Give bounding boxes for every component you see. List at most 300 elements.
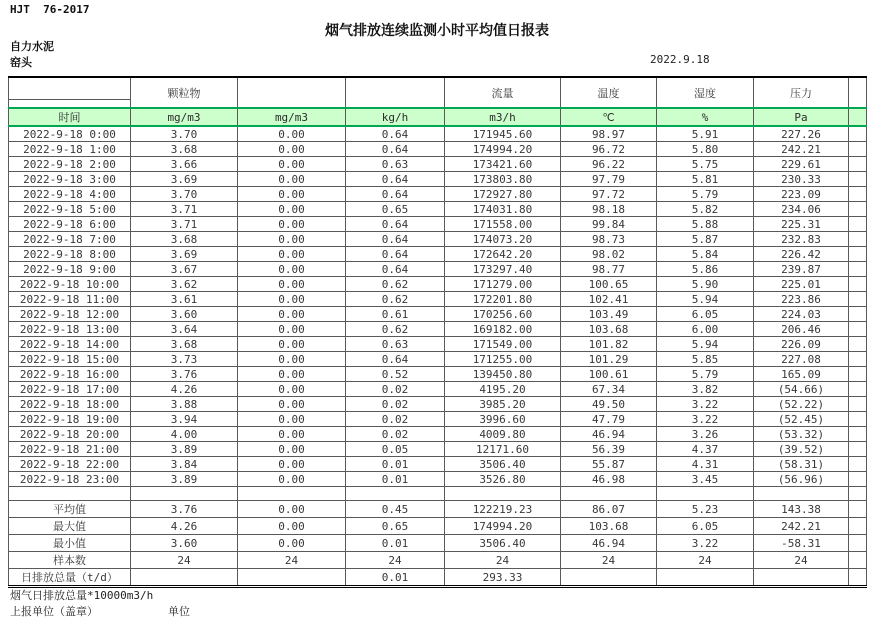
value-cell: 24 bbox=[238, 552, 346, 569]
value-cell: 0.00 bbox=[238, 472, 346, 487]
time-cell: 2022-9-18 21:00 bbox=[9, 442, 131, 457]
value-cell: 0.63 bbox=[346, 337, 445, 352]
table-row bbox=[9, 277, 867, 292]
time-cell: 2022-9-18 13:00 bbox=[9, 322, 131, 337]
value-cell: 56.39 bbox=[561, 442, 657, 457]
station-name: 窑头 bbox=[10, 56, 32, 69]
value-cell: 3.70 bbox=[131, 187, 238, 202]
value-cell: 67.34 bbox=[561, 382, 657, 397]
value-cell: 3.82 bbox=[657, 382, 754, 397]
value-cell: 0.45 bbox=[346, 501, 445, 518]
value-cell: 3.89 bbox=[131, 442, 238, 457]
value-cell: 99.84 bbox=[561, 217, 657, 232]
spacer-cell bbox=[849, 442, 867, 457]
value-cell: 0.05 bbox=[346, 442, 445, 457]
spacer-cell bbox=[849, 427, 867, 442]
table-row bbox=[9, 232, 867, 247]
value-cell: 98.02 bbox=[561, 247, 657, 262]
value-cell: 96.22 bbox=[561, 157, 657, 172]
time-header-split-cell bbox=[9, 77, 131, 108]
value-cell: 6.00 bbox=[657, 322, 754, 337]
summary-label: 最大值 bbox=[9, 518, 131, 535]
table-row bbox=[9, 142, 867, 157]
value-cell: 239.87 bbox=[754, 262, 849, 277]
value-cell: 3.45 bbox=[657, 472, 754, 487]
value-cell: 170256.60 bbox=[445, 307, 561, 322]
value-cell: 0.00 bbox=[238, 457, 346, 472]
value-cell: 0.00 bbox=[238, 397, 346, 412]
value-cell: 0.62 bbox=[346, 322, 445, 337]
spacer-cell bbox=[849, 217, 867, 232]
value-cell: 0.00 bbox=[238, 202, 346, 217]
value-cell: 46.98 bbox=[561, 472, 657, 487]
value-cell: 3.76 bbox=[131, 367, 238, 382]
value-cell: 98.77 bbox=[561, 262, 657, 277]
value-cell: 24 bbox=[131, 552, 238, 569]
table-row bbox=[9, 126, 867, 142]
value-cell: 171558.00 bbox=[445, 217, 561, 232]
value-cell: 5.94 bbox=[657, 292, 754, 307]
spacer-cell bbox=[849, 277, 867, 292]
value-cell: 0.00 bbox=[238, 427, 346, 442]
table-row bbox=[9, 442, 867, 457]
value-cell: 47.79 bbox=[561, 412, 657, 427]
value-cell: 0.02 bbox=[346, 382, 445, 397]
value-cell: 226.09 bbox=[754, 337, 849, 352]
spacer-cell bbox=[849, 142, 867, 157]
value-cell: 223.09 bbox=[754, 187, 849, 202]
empty-cell bbox=[346, 487, 445, 501]
value-cell: 5.79 bbox=[657, 367, 754, 382]
value-cell: 103.68 bbox=[561, 322, 657, 337]
spacer-cell bbox=[849, 412, 867, 427]
value-cell: 174994.20 bbox=[445, 142, 561, 157]
value-cell: 3.70 bbox=[131, 126, 238, 142]
header-particulate: 颗粒物 bbox=[131, 77, 238, 108]
time-cell: 2022-9-18 20:00 bbox=[9, 427, 131, 442]
value-cell: 0.00 bbox=[238, 442, 346, 457]
time-cell: 2022-9-18 23:00 bbox=[9, 472, 131, 487]
value-cell: 5.85 bbox=[657, 352, 754, 367]
value-cell: 4.31 bbox=[657, 457, 754, 472]
empty-cell bbox=[445, 487, 561, 501]
time-label: 时间 bbox=[9, 108, 131, 126]
value-cell: 5.91 bbox=[657, 126, 754, 142]
time-cell: 2022-9-18 18:00 bbox=[9, 397, 131, 412]
value-cell: 102.41 bbox=[561, 292, 657, 307]
value-cell: 0.02 bbox=[346, 412, 445, 427]
value-cell: 0.63 bbox=[346, 157, 445, 172]
value-cell: 103.68 bbox=[561, 518, 657, 535]
value-cell: 0.61 bbox=[346, 307, 445, 322]
table-row bbox=[9, 262, 867, 277]
value-cell: 5.79 bbox=[657, 187, 754, 202]
spacer-cell bbox=[849, 472, 867, 487]
spacer-cell bbox=[849, 535, 867, 552]
value-cell: 171255.00 bbox=[445, 352, 561, 367]
value-cell: 3.84 bbox=[131, 457, 238, 472]
value-cell: (52.45) bbox=[754, 412, 849, 427]
value-cell: 227.08 bbox=[754, 352, 849, 367]
value-cell: 0.52 bbox=[346, 367, 445, 382]
time-cell: 2022-9-18 9:00 bbox=[9, 262, 131, 277]
time-cell: 2022-9-18 7:00 bbox=[9, 232, 131, 247]
spacer-cell bbox=[849, 337, 867, 352]
value-cell: 3.62 bbox=[131, 277, 238, 292]
unit-mg-m3-b: mg/m3 bbox=[238, 108, 346, 126]
value-cell: 225.31 bbox=[754, 217, 849, 232]
value-cell: 0.00 bbox=[238, 277, 346, 292]
table-row bbox=[9, 382, 867, 397]
value-cell: 55.87 bbox=[561, 457, 657, 472]
value-cell: 46.94 bbox=[561, 427, 657, 442]
value-cell: 0.00 bbox=[238, 337, 346, 352]
header-flow: 流量 bbox=[445, 77, 561, 108]
empty-cell bbox=[849, 487, 867, 501]
value-cell: 4195.20 bbox=[445, 382, 561, 397]
value-cell: 0.64 bbox=[346, 232, 445, 247]
value-cell: 3526.80 bbox=[445, 472, 561, 487]
time-cell: 2022-9-18 8:00 bbox=[9, 247, 131, 262]
value-cell: 0.64 bbox=[346, 126, 445, 142]
value-cell: 3.66 bbox=[131, 157, 238, 172]
value-cell: 98.73 bbox=[561, 232, 657, 247]
value-cell: 0.65 bbox=[346, 202, 445, 217]
value-cell: (56.96) bbox=[754, 472, 849, 487]
spacer-cell bbox=[849, 157, 867, 172]
value-cell: 0.00 bbox=[238, 142, 346, 157]
value-cell: 242.21 bbox=[754, 142, 849, 157]
spacer-cell bbox=[849, 501, 867, 518]
value-cell: 3.69 bbox=[131, 247, 238, 262]
time-cell: 2022-9-18 16:00 bbox=[9, 367, 131, 382]
table-row bbox=[9, 307, 867, 322]
spacer-cell bbox=[849, 307, 867, 322]
report-date: 2022.9.18 bbox=[650, 53, 710, 66]
value-cell: 3.68 bbox=[131, 337, 238, 352]
value-cell: 5.80 bbox=[657, 142, 754, 157]
time-cell: 2022-9-18 10:00 bbox=[9, 277, 131, 292]
value-cell: 3.69 bbox=[131, 172, 238, 187]
value-cell: 96.72 bbox=[561, 142, 657, 157]
value-cell: 97.72 bbox=[561, 187, 657, 202]
value-cell: (52.22) bbox=[754, 397, 849, 412]
spacer-cell bbox=[849, 202, 867, 217]
value-cell: 3.71 bbox=[131, 217, 238, 232]
time-cell: 2022-9-18 14:00 bbox=[9, 337, 131, 352]
hourly-rows bbox=[9, 126, 867, 501]
value-cell: 0.00 bbox=[238, 322, 346, 337]
value-cell: 0.00 bbox=[238, 157, 346, 172]
value-cell: 5.75 bbox=[657, 157, 754, 172]
value-cell: 5.94 bbox=[657, 337, 754, 352]
value-cell: 3.76 bbox=[131, 501, 238, 518]
value-cell: 0.64 bbox=[346, 172, 445, 187]
summary-rows bbox=[9, 501, 867, 587]
unit-pa: Pa bbox=[754, 108, 849, 126]
value-cell: 0.64 bbox=[346, 217, 445, 232]
value-cell bbox=[657, 569, 754, 587]
value-cell: 0.00 bbox=[238, 307, 346, 322]
value-cell: 171549.00 bbox=[445, 337, 561, 352]
value-cell: 100.65 bbox=[561, 277, 657, 292]
value-cell: 4009.80 bbox=[445, 427, 561, 442]
value-cell: 293.33 bbox=[445, 569, 561, 587]
value-cell: 6.05 bbox=[657, 518, 754, 535]
unit-m3-h: m3/h bbox=[445, 108, 561, 126]
value-cell: 173803.80 bbox=[445, 172, 561, 187]
spacer-cell bbox=[849, 518, 867, 535]
unit-mg-m3-a: mg/m3 bbox=[131, 108, 238, 126]
value-cell: 0.64 bbox=[346, 187, 445, 202]
value-cell: 3506.40 bbox=[445, 457, 561, 472]
time-cell: 2022-9-18 19:00 bbox=[9, 412, 131, 427]
value-cell: 173297.40 bbox=[445, 262, 561, 277]
value-cell: 0.62 bbox=[346, 292, 445, 307]
header-empty-1 bbox=[238, 77, 346, 108]
spacer-cell bbox=[849, 569, 867, 587]
value-cell: 0.00 bbox=[238, 232, 346, 247]
value-cell: 173421.60 bbox=[445, 157, 561, 172]
value-cell: 0.64 bbox=[346, 262, 445, 277]
spacer-cell bbox=[849, 232, 867, 247]
spacer-cell bbox=[849, 187, 867, 202]
unit-celsius: ℃ bbox=[561, 108, 657, 126]
value-cell: 3.71 bbox=[131, 202, 238, 217]
value-cell: 3.67 bbox=[131, 262, 238, 277]
table-row bbox=[9, 247, 867, 262]
time-cell: 2022-9-18 22:00 bbox=[9, 457, 131, 472]
time-cell: 2022-9-18 15:00 bbox=[9, 352, 131, 367]
value-cell: 0.01 bbox=[346, 535, 445, 552]
value-cell: -58.31 bbox=[754, 535, 849, 552]
value-cell: 234.06 bbox=[754, 202, 849, 217]
value-cell: 86.07 bbox=[561, 501, 657, 518]
summary-label: 平均值 bbox=[9, 501, 131, 518]
spacer-cell bbox=[849, 262, 867, 277]
value-cell: 98.18 bbox=[561, 202, 657, 217]
group-header-row bbox=[9, 77, 867, 108]
spacer-cell bbox=[849, 382, 867, 397]
table-row bbox=[9, 352, 867, 367]
value-cell: 172201.80 bbox=[445, 292, 561, 307]
table-row bbox=[9, 412, 867, 427]
value-cell: 4.26 bbox=[131, 518, 238, 535]
spacer-cell bbox=[849, 247, 867, 262]
value-cell: 143.38 bbox=[754, 501, 849, 518]
unit-row bbox=[9, 108, 867, 126]
table-row bbox=[9, 552, 867, 569]
value-cell: 3.22 bbox=[657, 397, 754, 412]
value-cell: 174994.20 bbox=[445, 518, 561, 535]
value-cell: 3.61 bbox=[131, 292, 238, 307]
value-cell: 3.26 bbox=[657, 427, 754, 442]
empty-cell bbox=[131, 487, 238, 501]
value-cell: 3.60 bbox=[131, 307, 238, 322]
spacer-cell bbox=[849, 126, 867, 142]
value-cell: 206.46 bbox=[754, 322, 849, 337]
report-table bbox=[8, 76, 867, 588]
value-cell: (58.31) bbox=[754, 457, 849, 472]
value-cell: 171945.60 bbox=[445, 126, 561, 142]
value-cell: 0.02 bbox=[346, 427, 445, 442]
value-cell: 0.00 bbox=[238, 126, 346, 142]
value-cell: 172642.20 bbox=[445, 247, 561, 262]
value-cell: 0.00 bbox=[238, 217, 346, 232]
page-title: 烟气排放连续监测小时平均值日报表 bbox=[325, 23, 549, 39]
value-cell: 98.97 bbox=[561, 126, 657, 142]
split-divider bbox=[9, 85, 130, 100]
empty-cell bbox=[561, 487, 657, 501]
value-cell: 0.00 bbox=[238, 247, 346, 262]
value-cell: 169182.00 bbox=[445, 322, 561, 337]
value-cell: 225.01 bbox=[754, 277, 849, 292]
value-cell: 3.68 bbox=[131, 232, 238, 247]
empty-cell bbox=[9, 487, 131, 501]
value-cell: 5.90 bbox=[657, 277, 754, 292]
table-row bbox=[9, 322, 867, 337]
summary-label: 日排放总量（t/d） bbox=[9, 569, 131, 587]
doc-code: HJT 76-2017 bbox=[10, 3, 90, 16]
table-row bbox=[9, 569, 867, 587]
value-cell: 5.82 bbox=[657, 202, 754, 217]
footer-note: 烟气日排放总量*10000m3/h bbox=[10, 589, 154, 602]
table-row bbox=[9, 367, 867, 382]
table-row bbox=[9, 337, 867, 352]
header-narrow bbox=[849, 77, 867, 108]
value-cell: 12171.60 bbox=[445, 442, 561, 457]
value-cell: 0.00 bbox=[238, 412, 346, 427]
value-cell: 122219.23 bbox=[445, 501, 561, 518]
value-cell: 223.86 bbox=[754, 292, 849, 307]
value-cell: 49.50 bbox=[561, 397, 657, 412]
value-cell: 4.26 bbox=[131, 382, 238, 397]
table-row bbox=[9, 457, 867, 472]
value-cell: 24 bbox=[346, 552, 445, 569]
value-cell: 100.61 bbox=[561, 367, 657, 382]
value-cell: 103.49 bbox=[561, 307, 657, 322]
spacer-cell bbox=[849, 367, 867, 382]
time-cell: 2022-9-18 4:00 bbox=[9, 187, 131, 202]
value-cell: 3.89 bbox=[131, 472, 238, 487]
value-cell: 101.82 bbox=[561, 337, 657, 352]
time-cell: 2022-9-18 3:00 bbox=[9, 172, 131, 187]
value-cell: 3.22 bbox=[657, 412, 754, 427]
time-cell: 2022-9-18 6:00 bbox=[9, 217, 131, 232]
summary-label: 样本数 bbox=[9, 552, 131, 569]
value-cell bbox=[131, 569, 238, 587]
header-pressure: 压力 bbox=[754, 77, 849, 108]
value-cell: 24 bbox=[754, 552, 849, 569]
value-cell: 6.05 bbox=[657, 307, 754, 322]
value-cell: 229.61 bbox=[754, 157, 849, 172]
value-cell: 174031.80 bbox=[445, 202, 561, 217]
value-cell: 5.23 bbox=[657, 501, 754, 518]
empty-cell bbox=[754, 487, 849, 501]
value-cell: 46.94 bbox=[561, 535, 657, 552]
value-cell: 24 bbox=[445, 552, 561, 569]
value-cell bbox=[754, 569, 849, 587]
value-cell: 0.00 bbox=[238, 535, 346, 552]
value-cell: 97.79 bbox=[561, 172, 657, 187]
value-cell: 3985.20 bbox=[445, 397, 561, 412]
value-cell: (53.32) bbox=[754, 427, 849, 442]
unit-kg-h: kg/h bbox=[346, 108, 445, 126]
header-empty-2 bbox=[346, 77, 445, 108]
header-temperature: 温度 bbox=[561, 77, 657, 108]
report-org-label: 上报单位（盖章） bbox=[10, 605, 98, 618]
value-cell: 3.60 bbox=[131, 535, 238, 552]
time-cell: 2022-9-18 11:00 bbox=[9, 292, 131, 307]
value-cell: 0.00 bbox=[238, 367, 346, 382]
value-cell: 0.64 bbox=[346, 352, 445, 367]
value-cell: 0.01 bbox=[346, 472, 445, 487]
time-cell: 2022-9-18 5:00 bbox=[9, 202, 131, 217]
value-cell: 0.62 bbox=[346, 277, 445, 292]
value-cell bbox=[238, 569, 346, 587]
value-cell: 174073.20 bbox=[445, 232, 561, 247]
table-row bbox=[9, 172, 867, 187]
value-cell: 227.26 bbox=[754, 126, 849, 142]
header-humidity: 湿度 bbox=[657, 77, 754, 108]
table-row bbox=[9, 427, 867, 442]
value-cell: 101.29 bbox=[561, 352, 657, 367]
value-cell: 3.88 bbox=[131, 397, 238, 412]
value-cell: 3.94 bbox=[131, 412, 238, 427]
value-cell: 165.09 bbox=[754, 367, 849, 382]
table-row bbox=[9, 157, 867, 172]
value-cell: 3.68 bbox=[131, 142, 238, 157]
value-cell: 0.65 bbox=[346, 518, 445, 535]
value-cell: 0.64 bbox=[346, 247, 445, 262]
value-cell: 0.00 bbox=[238, 262, 346, 277]
time-cell: 2022-9-18 2:00 bbox=[9, 157, 131, 172]
unit-narrow bbox=[849, 108, 867, 126]
value-cell: 4.37 bbox=[657, 442, 754, 457]
table-row bbox=[9, 397, 867, 412]
company-name: 自力水泥 bbox=[10, 40, 54, 53]
value-cell: 224.03 bbox=[754, 307, 849, 322]
unit-label: 单位 bbox=[168, 605, 190, 618]
value-cell: 0.00 bbox=[238, 187, 346, 202]
value-cell: 0.00 bbox=[238, 518, 346, 535]
table-row bbox=[9, 518, 867, 535]
empty-cell bbox=[657, 487, 754, 501]
table-row bbox=[9, 472, 867, 487]
value-cell: 0.02 bbox=[346, 397, 445, 412]
value-cell: 0.00 bbox=[238, 172, 346, 187]
value-cell: 3.22 bbox=[657, 535, 754, 552]
spacer-cell bbox=[849, 322, 867, 337]
value-cell: 3.64 bbox=[131, 322, 238, 337]
value-cell: 171279.00 bbox=[445, 277, 561, 292]
table-row bbox=[9, 292, 867, 307]
spacer-cell bbox=[849, 457, 867, 472]
table-row bbox=[9, 217, 867, 232]
unit-percent: % bbox=[657, 108, 754, 126]
time-cell: 2022-9-18 0:00 bbox=[9, 126, 131, 142]
value-cell: 172927.80 bbox=[445, 187, 561, 202]
value-cell: 0.00 bbox=[238, 292, 346, 307]
value-cell: 3506.40 bbox=[445, 535, 561, 552]
separator-row bbox=[9, 487, 867, 501]
value-cell: 0.64 bbox=[346, 142, 445, 157]
value-cell: 5.81 bbox=[657, 172, 754, 187]
value-cell: 242.21 bbox=[754, 518, 849, 535]
value-cell: (54.66) bbox=[754, 382, 849, 397]
value-cell: 3.73 bbox=[131, 352, 238, 367]
value-cell: 0.00 bbox=[238, 501, 346, 518]
